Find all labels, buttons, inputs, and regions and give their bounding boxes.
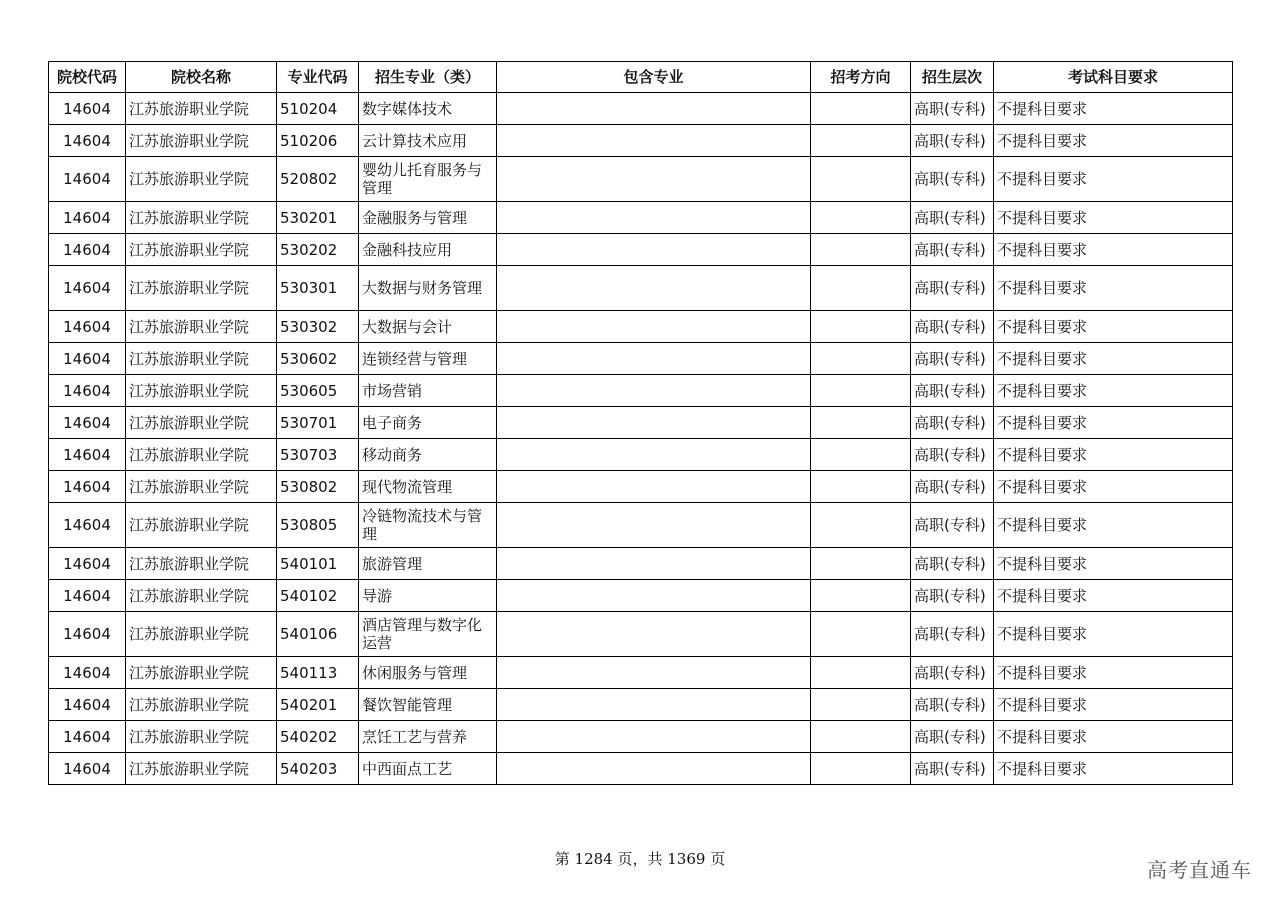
cell-level: 高职(专科) xyxy=(911,266,994,311)
cell-level: 高职(专科) xyxy=(911,311,994,343)
cell-included-majors xyxy=(497,125,811,157)
cell-major-code: 540203 xyxy=(277,753,359,785)
cell-major: 电子商务 xyxy=(359,407,497,439)
cell-included-majors xyxy=(497,503,811,548)
cell-direction xyxy=(811,266,911,311)
cell-requirement: 不提科目要求 xyxy=(994,580,1233,612)
cell-level: 高职(专科) xyxy=(911,234,994,266)
cell-major-code: 520802 xyxy=(277,157,359,202)
cell-major: 大数据与会计 xyxy=(359,311,497,343)
cell-level: 高职(专科) xyxy=(911,93,994,125)
cell-major-code: 530605 xyxy=(277,375,359,407)
table-row xyxy=(49,234,1233,266)
cell-requirement: 不提科目要求 xyxy=(994,439,1233,471)
cell-included-majors xyxy=(497,580,811,612)
cell-direction xyxy=(811,202,911,234)
cell-requirement: 不提科目要求 xyxy=(994,471,1233,503)
table-row xyxy=(49,721,1233,753)
cell-major: 现代物流管理 xyxy=(359,471,497,503)
cell-level: 高职(专科) xyxy=(911,753,994,785)
cell-school-code: 14604 xyxy=(49,125,126,157)
cell-major-code: 530703 xyxy=(277,439,359,471)
cell-school-code: 14604 xyxy=(49,439,126,471)
cell-school-name: 江苏旅游职业学院 xyxy=(126,125,277,157)
cell-major-code: 510206 xyxy=(277,125,359,157)
cell-school-code: 14604 xyxy=(49,266,126,311)
cell-major: 市场营销 xyxy=(359,375,497,407)
cell-requirement: 不提科目要求 xyxy=(994,548,1233,580)
cell-included-majors xyxy=(497,93,811,125)
header-major-code: 专业代码 xyxy=(277,62,359,93)
cell-major-code: 530805 xyxy=(277,503,359,548)
cell-requirement: 不提科目要求 xyxy=(994,202,1233,234)
cell-level: 高职(专科) xyxy=(911,657,994,689)
cell-major: 移动商务 xyxy=(359,439,497,471)
cell-level: 高职(专科) xyxy=(911,548,994,580)
cell-school-name: 江苏旅游职业学院 xyxy=(126,375,277,407)
cell-school-name: 江苏旅游职业学院 xyxy=(126,753,277,785)
cell-major: 云计算技术应用 xyxy=(359,125,497,157)
cell-direction xyxy=(811,753,911,785)
cell-school-name: 江苏旅游职业学院 xyxy=(126,343,277,375)
cell-school-code: 14604 xyxy=(49,343,126,375)
cell-included-majors xyxy=(497,548,811,580)
cell-school-code: 14604 xyxy=(49,612,126,657)
cell-direction xyxy=(811,689,911,721)
cell-school-name: 江苏旅游职业学院 xyxy=(126,657,277,689)
cell-requirement: 不提科目要求 xyxy=(994,689,1233,721)
cell-direction xyxy=(811,234,911,266)
cell-direction xyxy=(811,343,911,375)
cell-level: 高职(专科) xyxy=(911,471,994,503)
cell-school-name: 江苏旅游职业学院 xyxy=(126,266,277,311)
cell-school-code: 14604 xyxy=(49,375,126,407)
cell-school-code: 14604 xyxy=(49,721,126,753)
cell-requirement: 不提科目要求 xyxy=(994,753,1233,785)
cell-major: 婴幼儿托育服务与管理 xyxy=(359,157,497,202)
cell-requirement: 不提科目要求 xyxy=(994,657,1233,689)
cell-major-code: 530701 xyxy=(277,407,359,439)
cell-major-code: 530201 xyxy=(277,202,359,234)
cell-requirement: 不提科目要求 xyxy=(994,311,1233,343)
cell-direction xyxy=(811,657,911,689)
cell-level: 高职(专科) xyxy=(911,407,994,439)
cell-level: 高职(专科) xyxy=(911,580,994,612)
cell-major: 大数据与财务管理 xyxy=(359,266,497,311)
cell-school-name: 江苏旅游职业学院 xyxy=(126,503,277,548)
cell-major: 中西面点工艺 xyxy=(359,753,497,785)
header-school-code: 院校代码 xyxy=(49,62,126,93)
cell-direction xyxy=(811,125,911,157)
table-row xyxy=(49,471,1233,503)
cell-school-code: 14604 xyxy=(49,657,126,689)
cell-direction xyxy=(811,612,911,657)
cell-major: 冷链物流技术与管理 xyxy=(359,503,497,548)
cell-included-majors xyxy=(497,234,811,266)
header-direction: 招考方向 xyxy=(811,62,911,93)
cell-requirement: 不提科目要求 xyxy=(994,375,1233,407)
cell-school-name: 江苏旅游职业学院 xyxy=(126,471,277,503)
cell-school-code: 14604 xyxy=(49,503,126,548)
cell-school-name: 江苏旅游职业学院 xyxy=(126,93,277,125)
table-row xyxy=(49,202,1233,234)
cell-direction xyxy=(811,375,911,407)
table-row xyxy=(49,689,1233,721)
cell-major-code: 530202 xyxy=(277,234,359,266)
cell-school-name: 江苏旅游职业学院 xyxy=(126,439,277,471)
header-major: 招生专业（类） xyxy=(359,62,497,93)
enrollment-table xyxy=(48,61,1233,785)
cell-direction xyxy=(811,311,911,343)
cell-major-code: 540202 xyxy=(277,721,359,753)
watermark: 高考直通车 xyxy=(1147,858,1252,882)
cell-level: 高职(专科) xyxy=(911,343,994,375)
cell-major-code: 540101 xyxy=(277,548,359,580)
cell-school-name: 江苏旅游职业学院 xyxy=(126,548,277,580)
cell-major: 烹饪工艺与营养 xyxy=(359,721,497,753)
cell-school-code: 14604 xyxy=(49,234,126,266)
cell-direction xyxy=(811,548,911,580)
cell-school-name: 江苏旅游职业学院 xyxy=(126,157,277,202)
header-school-name: 院校名称 xyxy=(126,62,277,93)
cell-major: 金融科技应用 xyxy=(359,234,497,266)
cell-major-code: 540102 xyxy=(277,580,359,612)
cell-included-majors xyxy=(497,612,811,657)
cell-included-majors xyxy=(497,721,811,753)
header-requirement: 考试科目要求 xyxy=(994,62,1233,93)
cell-level: 高职(专科) xyxy=(911,503,994,548)
header-level: 招生层次 xyxy=(911,62,994,93)
table-row xyxy=(49,157,1233,202)
cell-direction xyxy=(811,439,911,471)
cell-school-name: 江苏旅游职业学院 xyxy=(126,311,277,343)
cell-school-name: 江苏旅游职业学院 xyxy=(126,580,277,612)
cell-requirement: 不提科目要求 xyxy=(994,157,1233,202)
table-header-row xyxy=(49,62,1233,93)
table-row xyxy=(49,580,1233,612)
table-row xyxy=(49,439,1233,471)
page-number: 第 1284 页，共 1369 页 xyxy=(554,850,726,868)
cell-included-majors xyxy=(497,471,811,503)
cell-school-code: 14604 xyxy=(49,311,126,343)
cell-major-code: 530302 xyxy=(277,311,359,343)
cell-included-majors xyxy=(497,202,811,234)
cell-school-code: 14604 xyxy=(49,753,126,785)
table-row xyxy=(49,753,1233,785)
cell-school-name: 江苏旅游职业学院 xyxy=(126,612,277,657)
cell-direction xyxy=(811,471,911,503)
table-row xyxy=(49,407,1233,439)
cell-school-code: 14604 xyxy=(49,407,126,439)
table-body xyxy=(49,93,1233,785)
cell-level: 高职(专科) xyxy=(911,375,994,407)
table-row xyxy=(49,375,1233,407)
cell-major: 酒店管理与数字化运营 xyxy=(359,612,497,657)
cell-major-code: 540113 xyxy=(277,657,359,689)
cell-direction xyxy=(811,93,911,125)
cell-included-majors xyxy=(497,157,811,202)
cell-major: 导游 xyxy=(359,580,497,612)
table-row xyxy=(49,548,1233,580)
cell-school-name: 江苏旅游职业学院 xyxy=(126,407,277,439)
header-included-majors: 包含专业 xyxy=(497,62,811,93)
cell-school-code: 14604 xyxy=(49,202,126,234)
cell-major-code: 510204 xyxy=(277,93,359,125)
cell-requirement: 不提科目要求 xyxy=(994,93,1233,125)
cell-school-code: 14604 xyxy=(49,689,126,721)
cell-level: 高职(专科) xyxy=(911,439,994,471)
table-row xyxy=(49,503,1233,548)
cell-major-code: 530602 xyxy=(277,343,359,375)
table-row xyxy=(49,343,1233,375)
cell-included-majors xyxy=(497,407,811,439)
cell-major-code: 540201 xyxy=(277,689,359,721)
cell-school-name: 江苏旅游职业学院 xyxy=(126,234,277,266)
cell-major-code: 530802 xyxy=(277,471,359,503)
cell-major-code: 530301 xyxy=(277,266,359,311)
cell-direction xyxy=(811,580,911,612)
cell-level: 高职(专科) xyxy=(911,612,994,657)
cell-school-code: 14604 xyxy=(49,471,126,503)
cell-major: 连锁经营与管理 xyxy=(359,343,497,375)
cell-school-name: 江苏旅游职业学院 xyxy=(126,202,277,234)
cell-major-code: 540106 xyxy=(277,612,359,657)
cell-requirement: 不提科目要求 xyxy=(994,266,1233,311)
cell-direction xyxy=(811,503,911,548)
cell-school-code: 14604 xyxy=(49,548,126,580)
table-row xyxy=(49,125,1233,157)
cell-included-majors xyxy=(497,689,811,721)
cell-level: 高职(专科) xyxy=(911,157,994,202)
cell-requirement: 不提科目要求 xyxy=(994,612,1233,657)
cell-included-majors xyxy=(497,375,811,407)
cell-school-code: 14604 xyxy=(49,93,126,125)
cell-major: 金融服务与管理 xyxy=(359,202,497,234)
cell-requirement: 不提科目要求 xyxy=(994,721,1233,753)
table-row xyxy=(49,266,1233,311)
cell-included-majors xyxy=(497,657,811,689)
cell-school-name: 江苏旅游职业学院 xyxy=(126,689,277,721)
table-row xyxy=(49,93,1233,125)
cell-level: 高职(专科) xyxy=(911,202,994,234)
cell-direction xyxy=(811,157,911,202)
cell-requirement: 不提科目要求 xyxy=(994,407,1233,439)
cell-school-code: 14604 xyxy=(49,580,126,612)
cell-included-majors xyxy=(497,753,811,785)
cell-major: 数字媒体技术 xyxy=(359,93,497,125)
cell-requirement: 不提科目要求 xyxy=(994,234,1233,266)
table-row xyxy=(49,657,1233,689)
cell-major: 休闲服务与管理 xyxy=(359,657,497,689)
cell-major: 餐饮智能管理 xyxy=(359,689,497,721)
cell-included-majors xyxy=(497,439,811,471)
cell-major: 旅游管理 xyxy=(359,548,497,580)
cell-school-code: 14604 xyxy=(49,157,126,202)
cell-requirement: 不提科目要求 xyxy=(994,503,1233,548)
cell-requirement: 不提科目要求 xyxy=(994,125,1233,157)
cell-school-name: 江苏旅游职业学院 xyxy=(126,721,277,753)
cell-level: 高职(专科) xyxy=(911,721,994,753)
table-row xyxy=(49,311,1233,343)
cell-direction xyxy=(811,407,911,439)
cell-direction xyxy=(811,721,911,753)
cell-included-majors xyxy=(497,311,811,343)
cell-requirement: 不提科目要求 xyxy=(994,343,1233,375)
cell-level: 高职(专科) xyxy=(911,689,994,721)
cell-level: 高职(专科) xyxy=(911,125,994,157)
table-row xyxy=(49,612,1233,657)
cell-included-majors xyxy=(497,343,811,375)
cell-included-majors xyxy=(497,266,811,311)
